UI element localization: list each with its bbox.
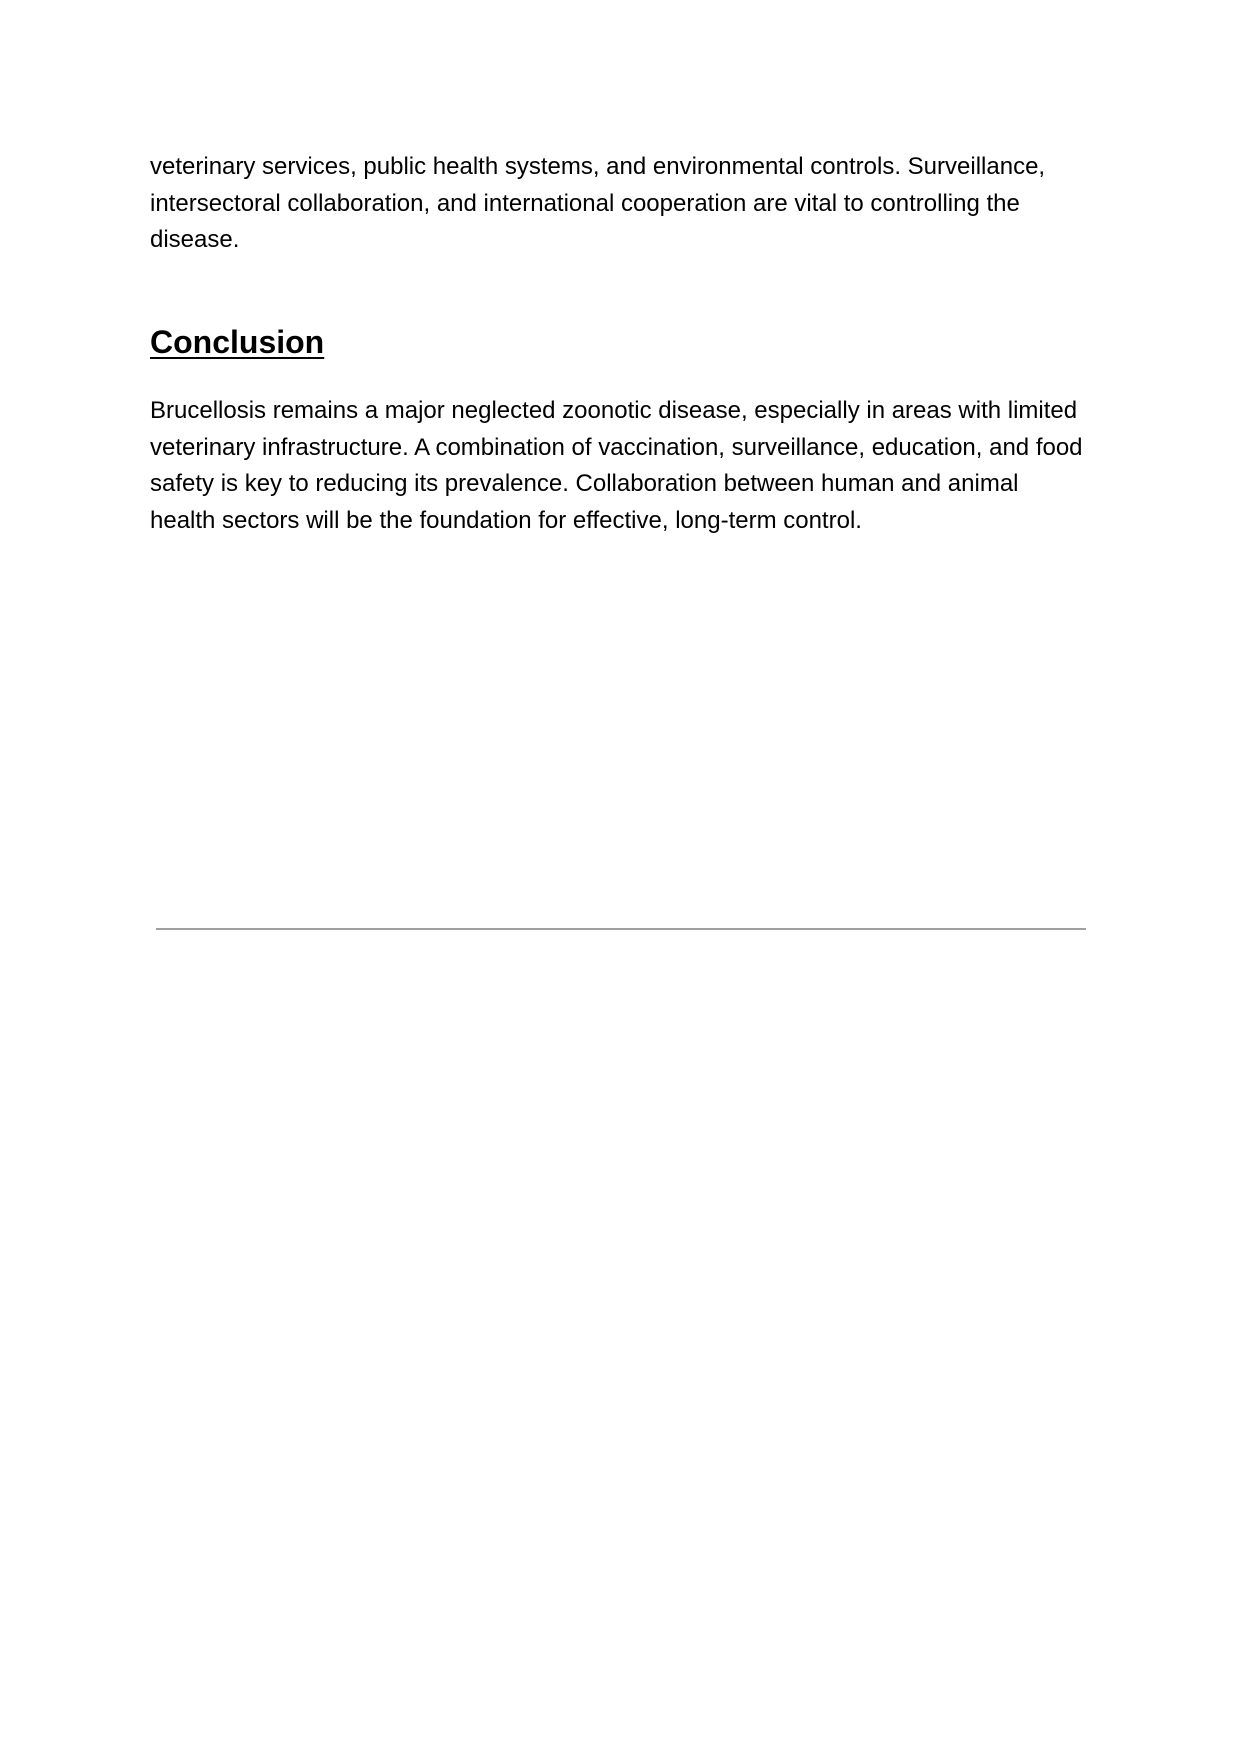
continued-paragraph: veterinary services, public health systems, and environmental controls. Surveillance, intersectoral collaboration, and international cooperation are vital to controlling the disease.	[150, 153, 1046, 253]
conclusion-heading: Conclusion	[150, 324, 325, 360]
horizontal-rule	[156, 928, 1086, 930]
conclusion-paragraph: Brucellosis remains a major neglected zoonotic disease, especially in areas with limited veterinary infrastructure. A combination of vaccination, surveillance, education, and food safety is key to reducing its prevalence. Collaboration between human and animal health sectors will be the foundation for effective, long-term control.	[150, 397, 1083, 534]
